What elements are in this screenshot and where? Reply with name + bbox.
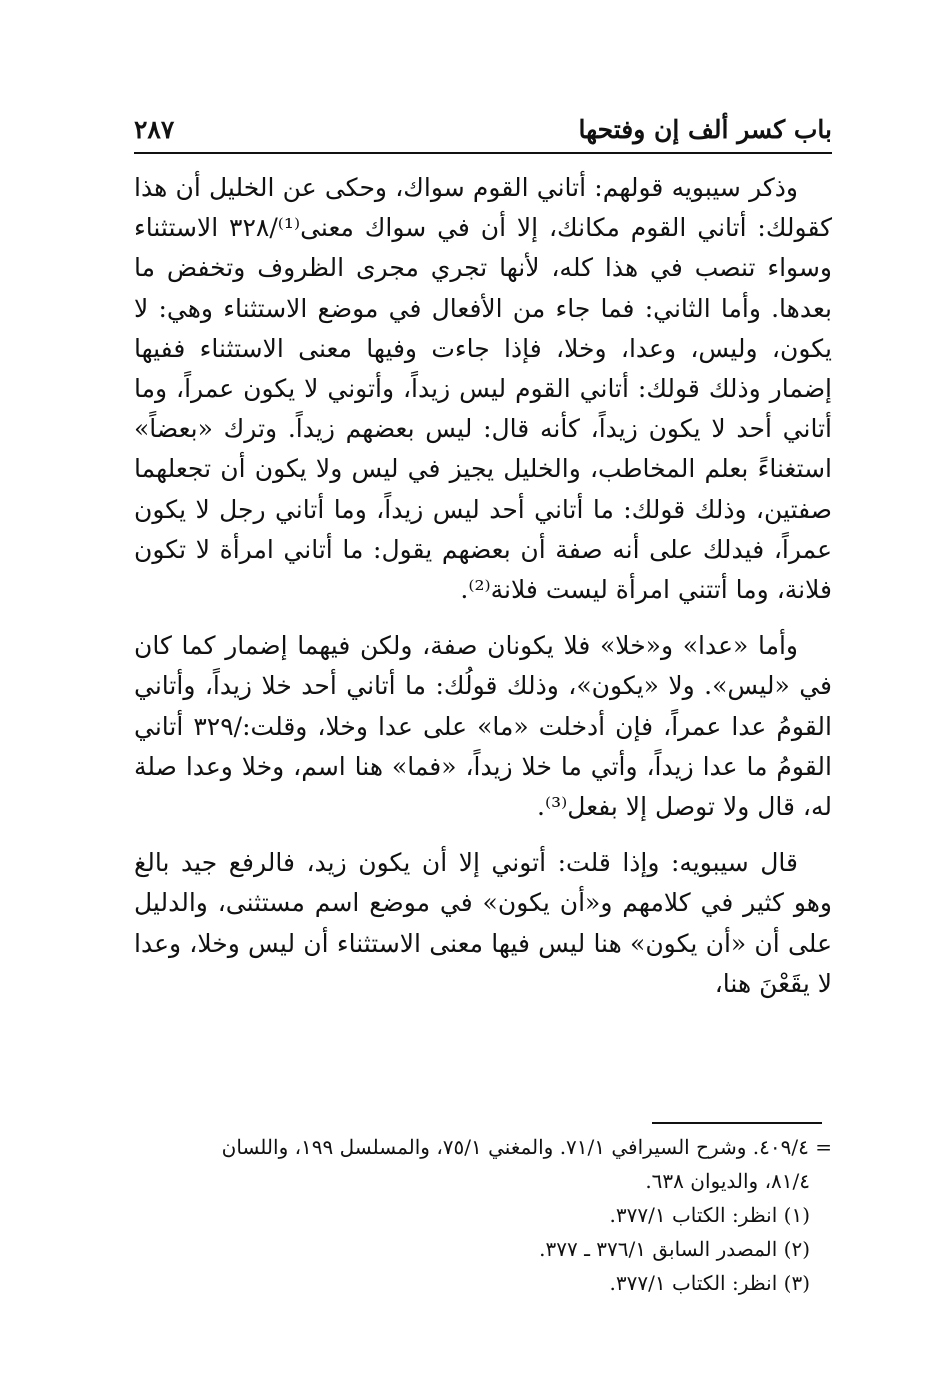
paragraph: قال سيبويه: وإذا قلت: أتوني إلا أن يكون زيد، فالرفع جيد بالغ وهو كثير في كلامهم و«أن يكون» في موضع اسم مستثنى، والدليل على أن «أن يكون» هنا ليس فيها معنى الاستثناء أن ليس وخلا، وعدا لا يقَعْنَ هنا، [134,848,832,998]
footnotes [134,1130,832,1300]
page-header [134,112,832,154]
footnote-separator [652,1122,822,1124]
footnote-3: (٣) انظر: الكتاب ٣٧٧/١. [609,1271,810,1295]
footnote-1: (١) انظر: الكتاب ٣٧٧/١. [609,1203,810,1227]
page-number: ٢٨٧ [134,115,175,144]
footnote-continuation-end: ٨١/٤، والديوان ٦٣٨. [645,1169,810,1193]
footnote-continuation: = ٤٠٩/٤. وشرح السيرافي ٧١/١. والمغني ٧٥/١، والمسلسل ١٩٩، واللسان [221,1135,832,1159]
footnote-2: (٢) المصدر السابق ٣٧٦/١ ـ ٣٧٧. [539,1237,810,1261]
main-text [134,168,832,1020]
paragraph: وأما «عدا» و«خلا» فلا يكونان صفة، ولكن فيهما إضمار كما كان في «ليس». ولا «يكون»، وذلك قولُك: ما أتاني أحد خلا زيداً، وأتاني القومُ عدا عمراً، فإن أدخلت «ما» على عدا وخلا، وقلت:/٣٢٩ أتاني القومُ ما عدا زيداً، وأتي ما خلا زيداً، «فما» هنا اسم، وخلا وعدا صلة له، قال ولا توصل إلا بفعل⁽³⁾. [134,631,832,822]
header-rule [134,152,832,154]
paragraph: وذكر سيبويه قولهم: أتاني القوم سواك، وحكى عن الخليل أن هذا كقولك: أتاني القوم مكانك، إلا أن في سواك معنى⁽¹⁾/٣٢٨ الاستثناء وسواء تنصب في هذا كله، لأنها تجري مجرى الظروف وتخفض ما بعدها. وأما الثاني: فما جاء من الأفعال في موضع الاستثناء وهي: لا يكون، وليس، وعدا، وخلا، فإذا جاءت وفيها معنى الاستثناء ففيها إضمار وذلك قولك: أتاني القوم ليس زيداً، وأتوني لا يكون عمراً، وما أتاني أحد لا يكون زيداً، كأنه قال: ليس بعضهم زيداً. وترك «بعضاً» استغناءً بعلم المخاطب، والخليل يجيز في ليس ولا يكون أن تجعلهما صفتين، وذلك قولك: ما أتاني أحد ليس زيداً، وما أتاني رجل لا يكون عمراً، فيدلك على أنه صفة أن بعضهم يقول: ما أتاني امرأة لا تكون فلانة، وما أتتني امرأة ليست فلانة⁽²⁾. [134,173,832,605]
running-head: باب كسر ألف إن وفتحها [578,115,832,144]
